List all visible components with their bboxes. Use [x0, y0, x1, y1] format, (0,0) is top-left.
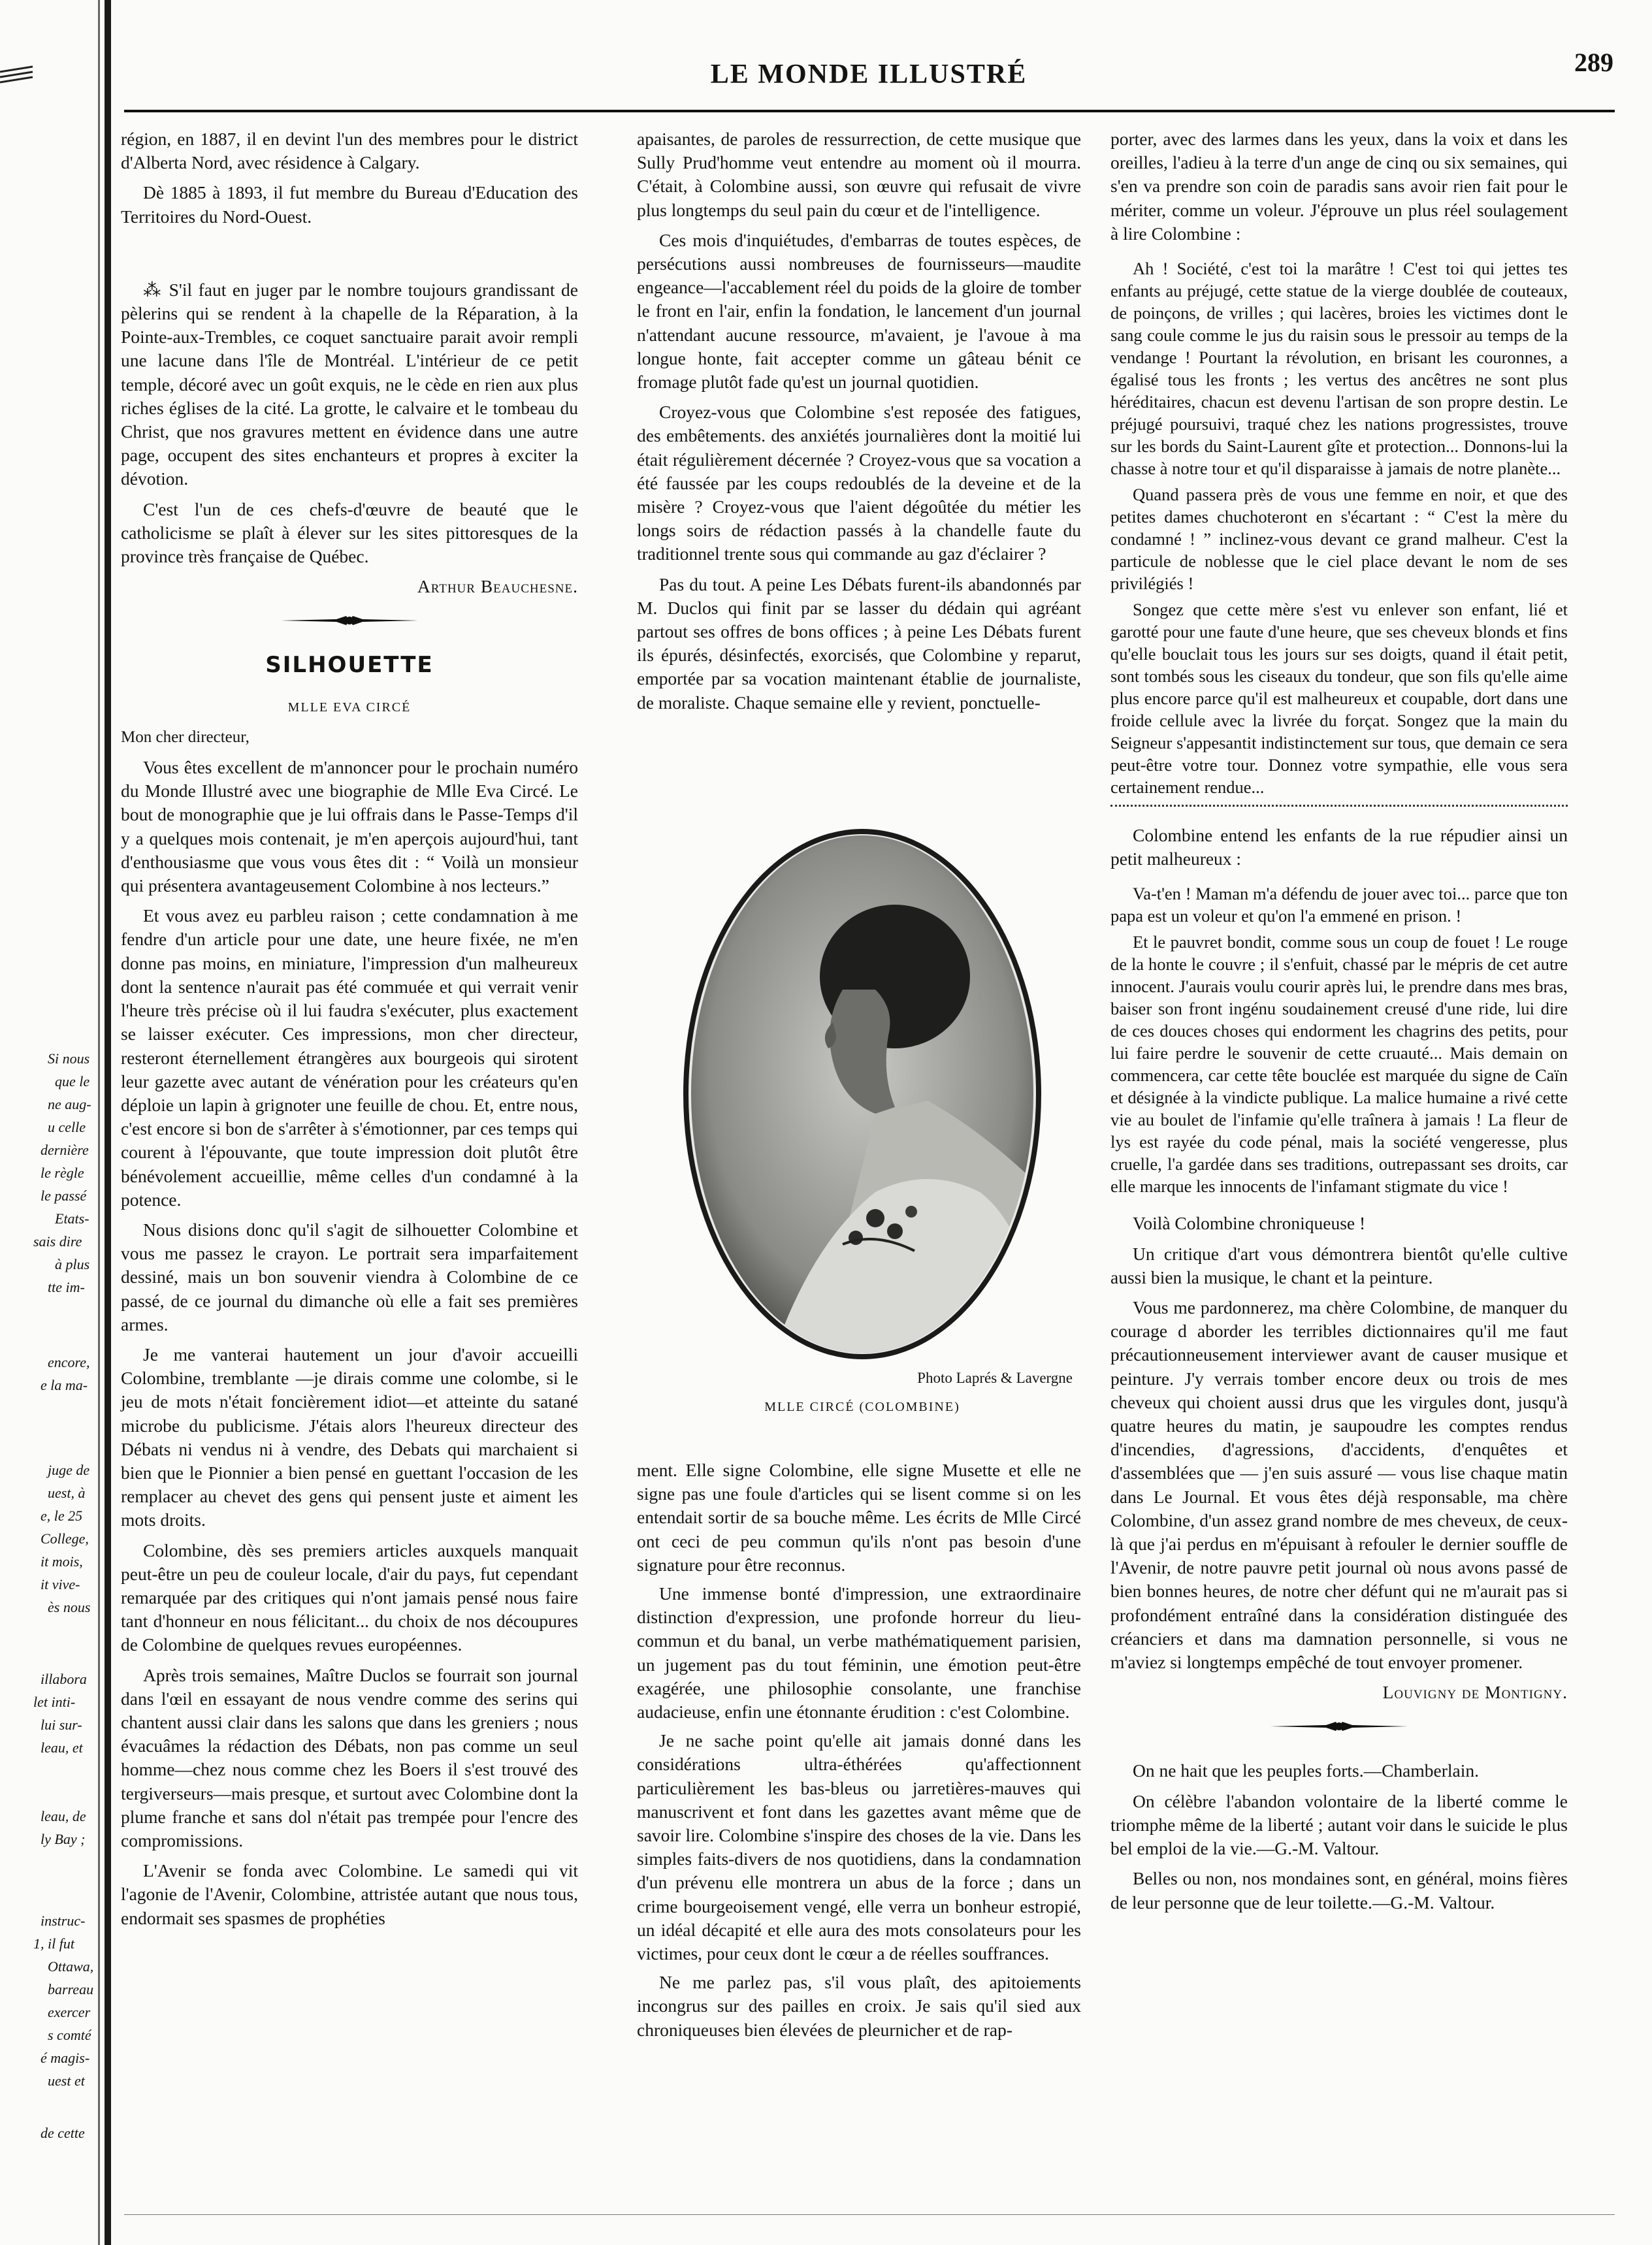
section-title: SILHOUETTE: [265, 652, 434, 679]
paragraph: ment. Elle signe Colombine, elle signe Musette et elle ne signe pas une foule d'articles qui se lisent comme si on les entendait sortir de sa bouche même. Les écrits de Mlle Circé ont ceci de peu commun qu'ils n'ont pas besoin d'une signature pour être reconnus.: [637, 1460, 1081, 1575]
margin-fragment: u celle: [48, 1119, 86, 1135]
margin-fragment: que le: [55, 1073, 90, 1090]
paragraph: Nous disions donc qu'il s'agit de silhouetter Colombine et vous me passez le crayon. Le portrait sera imparfaitement dessiné, mais un bon souvenir viendra à Colombine de ce passé, de ce journal du dimanche où elle a fait ses premières armes.: [121, 1219, 578, 1334]
quote-paragraph: Quand passera près de vous une femme en noir, et que des petites dames chuchoteront en s'écartant : “ C'est la mère du condamné ! ” inclinez-vous devant ce grand malheur. C'est la particule de noblesse que le ciel place devant le nom de ses privilégiés !: [1110, 485, 1568, 594]
margin-ornament: [0, 65, 39, 91]
margin-fragment: juge de: [48, 1462, 90, 1478]
column-3: [1110, 127, 1568, 1921]
photo-caption: MLLE CIRCÉ (COLOMBINE): [764, 1400, 960, 1414]
paragraph: apaisantes, de paroles de ressurrection, de cette musique que Sully Prud'homme veut entendre au moment où il mourra. C'était, à Colombine aussi, son œuvre qui refusait de vivre plus longtemps du seul pain du cœur et de l'intelligence.: [637, 129, 1081, 220]
paragraph: Colombine, dès ses premiers articles auxquels manquait peut-être un peu de couleur locale, d'air du pays, fut cependant remarquée par des critiques qui n'ont jamais pensé nous faire tant d'honneur en nous félicitant... du choix de nos découpures de Colombine de quelques revues européennes.: [121, 1540, 578, 1655]
masthead: LE MONDE ILLUSTRÉ: [710, 59, 1028, 89]
margin-fragment: exercer: [48, 2004, 91, 2020]
margin-fragment: encore,: [48, 1354, 90, 1370]
margin-fragment: le règle: [40, 1165, 84, 1181]
left-margin-bleed: [0, 0, 111, 2245]
paragraph: Une immense bonté d'impression, une extraordinaire distinction d'expression, une profonde horreur du lieu-commun et du banal, un verbe mathématiquement parisien, un jugement pas du tout féminin, une émotion peut-être exagérée, une philosophie consolante, une franchise audacieuse, enfin une étonnante érudition : c'est Colombine.: [637, 1583, 1081, 1722]
margin-fragment: College,: [40, 1530, 89, 1547]
paragraph: Dè 1885 à 1893, il fut membre du Bureau d'Education des Territoires du Nord-Ouest.: [121, 182, 578, 227]
column-1: [121, 127, 578, 1937]
margin-fragment: ne aug-: [48, 1096, 91, 1112]
paragraph: C'est l'un de ces chefs-d'œuvre de beauté que le catholicisme se plaît à élever sur les sites pittoresques de la province très française de Québec.: [121, 498, 578, 567]
binding-edge: [105, 0, 111, 2245]
page-number: 289: [1574, 48, 1613, 77]
maxim: Belles ou non, nos mondaines sont, en général, moins fières de leur personne que de leur toilette.—G.-M. Valtour.: [1110, 1868, 1568, 1913]
margin-fragment: dernière: [40, 1142, 89, 1158]
paragraph: Je me vanterai hautement un jour d'avoir accueilli Colombine, tremblante —je dirais comme une colombe, si le jeu de mots n'était foncièrement idiot—et atteinte du satané microbe du publicisme. J'étais alors l'heureux directeur des Débats ni vendus ni à vendre, des Debats qui marchaient si bien que le Pionnier a bien pensé en guettant l'occasion de les remplacer au chevet des gens qui pensent juste et aiment les mots droits.: [121, 1344, 578, 1530]
column-2-continued: [637, 1459, 1081, 2047]
dotted-separator: [1110, 805, 1568, 807]
margin-fragment: tte im-: [48, 1279, 85, 1295]
margin-fragment: Ottawa,: [48, 1958, 94, 1975]
salutation: Mon cher directeur,: [121, 728, 250, 746]
quotation-block: [1110, 257, 1568, 798]
margin-fragment: lui sur-: [40, 1717, 82, 1733]
maxim: On célèbre l'abandon volontaire de la liberté comme le triomphe même de la liberté ; autant voir dans le suicide le plus bel emploi de la vie.—G.-M. Valtour.: [1110, 1790, 1568, 1859]
paragraph: porter, avec des larmes dans les yeux, dans la voix et dans les oreilles, l'adieu à la terre d'un ange de cinq ou six semaines, qui s'en va prendre son coin de paradis sans avoir rien fait pour le mériter, comme un voleur. J'éprouve un plus réel soulagement à lire Colombine :: [1110, 129, 1568, 244]
margin-fragment: uest, à: [48, 1485, 86, 1501]
header-rule: [124, 110, 1615, 112]
maxim: On ne hait que les peuples forts.—Chamberlain.: [1133, 1760, 1480, 1781]
margin-fragment: sais dire: [33, 1233, 82, 1250]
divider-ornament: [274, 614, 425, 627]
margin-fragment: le passé: [40, 1187, 87, 1204]
paragraph: Pas du tout. A peine Les Débats furent-ils abandonnés par M. Duclos qui finit par se lasser du dédain qui agréant partout ses offres de bons offices ; à peine Les Débats furent ils épurés, désinfectés, exorcisés, que Colombine y reparut, emportée par sa vocation maintenant établie de journaliste, de moraliste. Chaque semaine elle y revient, ponctuelle-: [637, 573, 1081, 713]
letter-body: [121, 756, 578, 1930]
paragraph: Après trois semaines, Maître Duclos se fourrait son journal dans l'œil en essayant de nous vendre comme des serins qui chantent aussi clair dans les salons que dans les greniers ; nous évacuâmes la rédaction des Débats, non pas comme un seul homme—chez nous comme chez les Boers il s'est trouvé des tergiverseurs—mais presque, et surtout avec Colombine dont la plume franche et sans dol n'était pas trempée pour l'encre des compromissions.: [121, 1664, 578, 1850]
margin-fragment: illabora: [40, 1671, 87, 1687]
margin-fragment: é magis-: [40, 2050, 90, 2066]
quote-paragraph: Et le pauvret bondit, comme sous un coup de fouet ! Le rouge de la honte le couvre ; il s'enfuit, chassé par le mépris de cet autre innocent. J'aurais voulu courir après lui, le prendre dans mes bras, baiser son front ingénu soudainement creusé d'une ride, lui dire de ces douces choses qui endorment les chagrins des petits, pour lui faire perdre le souvenir de cette cruauté... Mais demain on commencera, car cette tête bouclée est marquée du signe de Caïn et désignée à la vindicte publique. La malice humaine a rivé cette vie au boulet de l'infamie qu'elle traînera à jamais ! La fleur de lys est rayée du code pénal, mais la société vengeresse, plus cruelle, l'a gardée dans ses traditions, outrepassant ses droits, car elle marque les innocents de l'infamant stigmate du vice !: [1110, 932, 1568, 1197]
paragraph: région, en 1887, il en devint l'un des membres pour le district d'Alberta Nord, avec résidence à Calgary.: [121, 129, 578, 173]
quotation-block: [1110, 882, 1568, 1197]
photo-credit: Photo Laprés & Lavergne: [917, 1370, 1073, 1386]
margin-fragment: ly Bay ;: [40, 1831, 86, 1847]
author-signature: Louvigny de Montigny.: [1382, 1682, 1568, 1703]
quote-paragraph: Songez que cette mère s'est vu enlever son enfant, lié et garotté pour une faute d'une heure, que ses cheveux blonds et fins qu'elle bouclait tous les jours sur ses doigts, quand il était petit, sont tombés sous les ciseaux du tondeur, que son fils qu'elle aime plus encore parce qu'il est malheureux et coupable, dort dans une froide cellule avec la livrée du forçat. Songez que la main du Seigneur s'appesantit indistinctement sur tous, que demain ce sera peut-être votre tour. Donnez votre sympathie, elle vous sera certainement rendue...: [1110, 600, 1568, 798]
section-subtitle: MLLE EVA CIRCÉ: [287, 700, 412, 715]
margin-fragment: à plus: [55, 1256, 90, 1272]
margin-fragment: uest et: [48, 2073, 85, 2089]
margin-fragment: de cette: [40, 2125, 85, 2141]
page-header: [124, 48, 1613, 111]
margin-fragment: e la ma-: [40, 1377, 88, 1393]
divider-ornament: [1264, 1720, 1414, 1733]
margin-fragment: leau, et: [40, 1739, 83, 1756]
margin-fragment: s comté: [48, 2027, 91, 2043]
margin-fragment: it vive-: [40, 1576, 80, 1592]
paragraph: Vous me pardonnerez, ma chère Colombine, de manquer du courage d aborder les terribles dictionnaires qu'il me faut précautionneusement interviewer avant de causer musique et peinture. J'y verrais tomber encore deux ou trois de mes cheveux qui choient aussi drus que les virgules dont, jusqu'à quatre heures du matin, je saupoudre les comptes rendus d'incendies, d'agressions, d'accidents, d'enquêtes et d'assemblées que — j'en suis assuré — vous lise chaque matin dans Le Journal. Et vous êtes déjà responsable, ma chère Colombine, d'un assez grand nombre de mes cheveux, de ceux-là que j'ai perdus en m'épuisant à refouler le dernier souffle de l'Avenir, de notre pauvre petit journal où nous avons passé de bien bonnes heures, de notre cher défunt qui ne m'aurait pas si profondément entraîné dans la considération distinguée des créanciers et dans ma damnation personnelle, si vous ne m'aviez si longtemps empêché de tout envoyer promener.: [1110, 1297, 1568, 1673]
paragraph: Un critique d'art vous démontrera bientôt qu'elle cultive aussi bien la musique, le chant et la peinture.: [1110, 1243, 1568, 1287]
paragraph: Croyez-vous que Colombine s'est reposée des fatigues, des embêtements. des anxiétés journalières dont la moitié lui était régulièrement décernée ? Croyez-vous que sa vocation a été faussée par les coups redoublés de la deveine et de la misère ? Croyez-vous que l'aient dégoûtée du métier les longs soirs de rédaction passés à la chandelle faute du traditionnel trente sous qui commande au gaz d'éclairer ?: [637, 402, 1081, 564]
article-chapel: [121, 278, 578, 599]
quote-paragraph: Ah ! Société, c'est toi la marâtre ! C'est toi qui jettes tes enfants au préjugé, cette statue de la vierge doublée de couteaux, de poinçons, de vrilles ; qui lacères, broies les victimes dont le sang coule comme le jus du raisin sous le pressoir au temps de la vendange ! Pourtant la révolution, en brisant les couronnes, a égalisé tous les fronts ; les vertus des ancêtres ne sont plus héréditaires, chacun est devenu l'artisan de son propre destin. Le préjugé poursuivi, traqué chez les nations progressistes, trouve sur les bords du Saint-Laurent gîte et protection... Donnons-lui la chasse à notre tour et qu'il disparaisse à jamais de notre planète...: [1110, 259, 1568, 479]
margin-fragment: ès nous: [48, 1599, 91, 1615]
paragraph: Vous êtes excellent de m'annoncer pour le prochain numéro du Monde Illustré avec une biographie de Mlle Eva Circé. Le bout de monographie que je lui offrais dans le Passe-Temps d'il y a quelques mois contenait, je m'en aperçois aujourd'hui, tant d'enthousiasme que vous vous êtes dit : “ Voilà un monsieur qui présentera avantageusement Colombine à nos lecteurs.”: [121, 757, 578, 896]
margin-fragment: it mois,: [40, 1553, 83, 1570]
paragraph: Et vous avez eu parbleu raison ; cette condamnation à me fendre d'un article pour une date, une heure fixée, ne m'en donne pas moins, en miniature, l'impression d'un malheureux dont la sentence n'aurait pas été commuée et qui verrait venir l'heure très précise où il lui faudra s'exécuter, plus exactement se laisser exécuter. Ces impressions, mon cher directeur, resteront éternellement étrangères aux bourgeois qui sirotent leur gazette avec autant de vénération pour les créateurs qu'en déploie un lapin à grignoter une feuille de chou. Et, entre nous, c'est encore si bon de s'arrêter à s'émotionner, par ces temps qui courent à l'épouvante, que toute impression doit plutôt être bénévolement accueillie, même celles d'un condamné à la potence.: [121, 905, 578, 1210]
margin-fragment: let inti-: [33, 1694, 76, 1710]
author-signature: Arthur Beauchesne.: [417, 576, 578, 597]
margin-fragment: instruc-: [40, 1913, 86, 1929]
bottom-rule: [124, 2214, 1615, 2215]
binding-shadow: [98, 0, 100, 2245]
column-2: [637, 127, 1081, 721]
paragraph: Ne me parlez pas, s'il vous plaît, des apitoiements incongrus sur des pailles en croix. Je sais qu'il sied aux chroniqueuses bien élevées de pleurnicher et de rap-: [637, 1972, 1081, 2040]
paragraph: Ces mois d'inquiétudes, d'embarras de toutes espèces, de persécutions aussi nombreuses de fournisseurs—maudite engeance—l'accablement réel du poids de la gloire de tomber le front en l'air, enfin la fondation, le lancement d'un journal n'attendant aucune ressource, m'avaient, je l'avoue à ma longue honte, fait accepter comme un gâteau bénit ce fromage plutôt fade qu'est un journal quotidien.: [637, 229, 1081, 393]
margin-fragment: barreau: [48, 1981, 94, 1997]
margin-fragment: Si nous: [48, 1050, 90, 1067]
paragraph: Voilà Colombine chroniqueuse !: [1133, 1213, 1366, 1234]
margin-fragment: 1, il fut: [33, 1935, 74, 1952]
paragraph: Je ne sache point qu'elle ait jamais donné dans les considérations ultra-éthérées qu'affectionnent particulièrement les bas-bleus ou jarretières-mauves qui manuscrivent et font dans les gazettes avant même que de savoir lire. Colombine s'inspire des choses de la vie. Dans les simples faits-divers de nos quotidiens, dans la condamnation d'un prévenu elle montrera un abus de la force ; dans un crime bourgeoisement vengé, elle verra un bonheur estropié, un idéal décapité et elle aura des mots consolateurs pour les victimes, pour ceux dont le cœur a de réelles souffrances.: [637, 1730, 1081, 1964]
portrait-photo: [679, 826, 1045, 1362]
portrait-figure: [634, 826, 1091, 1415]
paragraph: L'Avenir se fonda avec Colombine. Le samedi qui vit l'agonie de l'Avenir, Colombine, attristée autant que nous tous, endormait ses spasmes de prophéties: [121, 1860, 578, 1928]
paragraph: ⁂ S'il faut en juger par le nombre toujours grandissant de pèlerins qui se rendent à la chapelle de la Réparation, à la Pointe-aux-Trembles, ce coquet sanctuaire parait avoir rempli une lacune dans l'île de Montréal. L'intérieur de ce petit temple, décoré avec un goût exquis, ne le cède en rien aux plus riches églises de la cité. La grotte, le calvaire et le tombeau du Christ, que nos gravures mettent en évidence dans une autre page, occupent des sites enchanteurs et propres à exciter la dévotion.: [121, 279, 578, 489]
article-end-biography: [121, 127, 578, 229]
margin-fragment: e, le 25: [40, 1508, 83, 1524]
paragraph: Colombine entend les enfants de la rue répudier ainsi un petit malheureux :: [1110, 825, 1568, 869]
margin-fragment: Etats-: [55, 1210, 89, 1227]
margin-fragment: leau, de: [40, 1808, 86, 1824]
quote-paragraph: Va-t'en ! Maman m'a défendu de jouer avec toi... parce que ton papa est un voleur et qu'on l'a emmené en prison. !: [1110, 884, 1568, 926]
